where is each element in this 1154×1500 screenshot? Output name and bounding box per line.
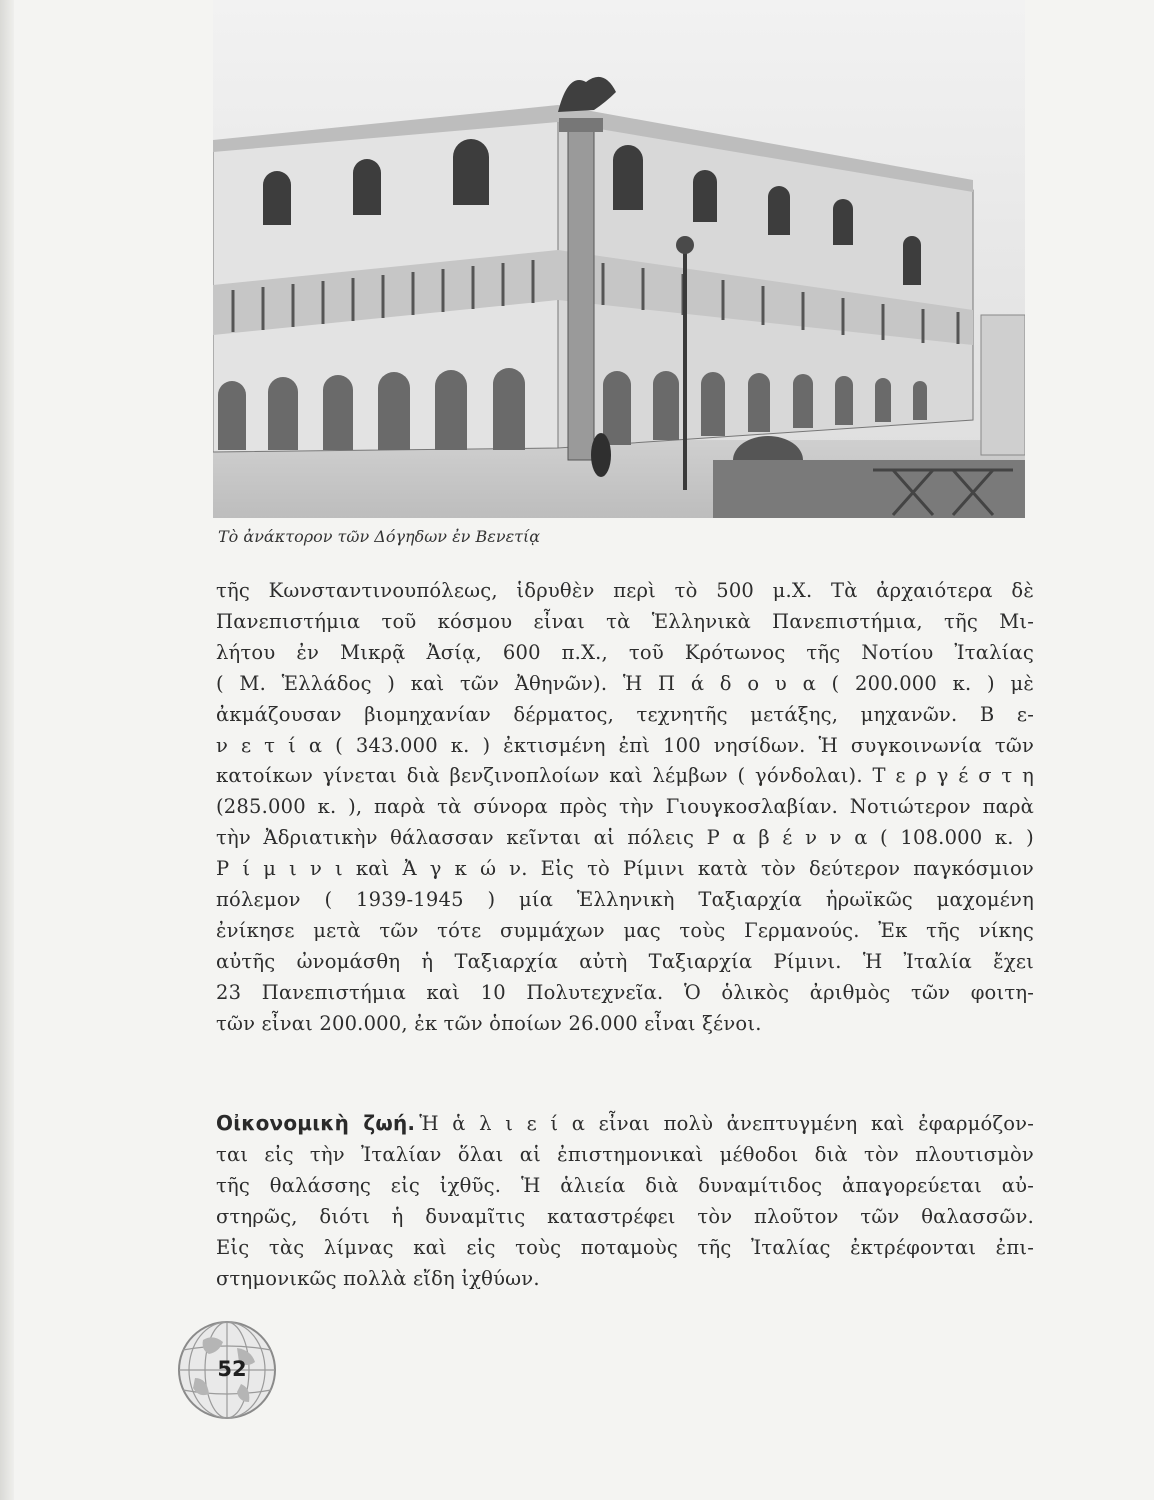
main-line: τῆς Κωνσταντινουπόλεως, ἱδρυθὲν περὶ τὸ 500 μ.Χ. Τὰ ἀρχαιότερα δὲ [216,579,1034,602]
main-line: Ρ ί μ ι ν ι καὶ Ἀ γ κ ώ ν. Εἰς τὸ Ρίμινι κατὰ τὸν δεύτερον παγκόσμιον [216,857,1034,881]
economy-heading: Οἰκονομικὴ ζωή. [216,1111,416,1135]
economy-line: στηρῶς, διότι ἡ δυναμῖτις καταστρέφει τὸν πλοῦτον τῶν θαλασσῶν. [216,1204,1034,1228]
economy-paragraph [216,1108,1034,1294]
economy-first-line [216,1108,1034,1140]
page-edge [0,0,14,1500]
main-line: ἐνίκησε μετὰ τῶν τότε συμμάχων μας τοὺς Γερμανούς. Ἐκ τῆς νίκης [216,918,1034,942]
economy-line: στημονικῶς πολλὰ εἴδη ἰχθύων. [216,1266,540,1290]
main-line: ( Μ. Ἑλλάδος ) καὶ τῶν Ἀθηνῶν). Ἡ Π ά δ ο υ α ( 200.000 κ. ) μὲ [216,671,1034,695]
main-line: λήτου ἐν Μικρᾷ Ἀσίᾳ, 600 π.Χ., τοῦ Κρότωνος τῆς Νοτίου Ἰταλίας [216,640,1034,664]
main-line: ν ε τ ί α ( 343.000 κ. ) ἐκτισμένη ἐπὶ 100 νησίδων. Ἡ συγκοινωνία τῶν [216,733,1034,757]
economy-line: τῆς θαλάσσης εἰς ἰχθῦς. Ἡ ἁλιεία διὰ δυναμίτιδος ἀπαγορεύεται αὐ- [216,1173,1034,1197]
main-line: αὐτῆς ὠνομάσθη ἡ Ταξιαρχία αὐτὴ Ταξιαρχία Ρίμινι. Ἡ Ἰταλία ἔχει [216,949,1034,973]
photo-drawing [213,0,1025,518]
main-line: πόλεμον ( 1939-1945 ) μία Ἑλληνικὴ Ταξιαρχία ἡρωϊκῶς μαχομένη [216,888,1034,912]
page-number: 52 [217,1357,247,1381]
economy-line: ται εἰς τὴν Ἰταλίαν ὅλαι αἱ ἐπιστημονικαὶ μέθοδοι διὰ τὸν πλουτισμὸν [216,1142,1034,1166]
main-line: Πανεπιστήμια τοῦ κόσμου εἶναι τὰ Ἑλληνικὰ Πανεπιστήμια, τῆς Μι- [216,609,1034,633]
main-paragraph [216,576,1034,1040]
main-line: κατοίκων γίνεται διὰ βενζινοπλοίων καὶ λέμβων ( γόνδολαι). Τ ε ρ γ έ σ τ η [216,764,1034,788]
main-line: ἀκμάζουσαν βιομηχανίαν δέρματος, τεχνητῆς μετάξης, μηχανῶν. Β ε- [216,702,1034,726]
photo-caption: Τὸ ἀνάκτορον τῶν Δόγηδων ἐν Βενετίᾳ [218,527,541,546]
main-line: (285.000 κ. ), παρὰ τὰ σύνορα πρὸς τὴν Γιουγκοσλαβίαν. Νοτιώτερον παρὰ [216,795,1034,819]
main-line: 23 Πανεπιστήμια καὶ 10 Πολυτεχνεῖα. Ὁ ὁλικὸς ἀριθμὸς τῶν φοιτη- [216,980,1034,1004]
economy-line: Εἰς τὰς λίμνας καὶ εἰς τοὺς ποταμοὺς τῆς Ἰταλίας ἐκτρέφονται ἐπι- [216,1235,1034,1259]
main-line: τὴν Ἀδριατικὴν θάλασσαν κεῖνται αἱ πόλεις Ρ α β έ ν ν α ( 108.000 κ. ) [216,826,1034,850]
main-line: τῶν εἶναι 200.000, ἐκ τῶν ὁποίων 26.000 εἶναι ξένοι. [216,1011,762,1035]
doges-palace-photo [213,0,1025,518]
economy-first-line-text: Ἡ ἁ λ ι ε ί α εἶναι πολὺ ἀνεπτυγμένη καὶ ἐφαρμόζον- [419,1112,1034,1135]
